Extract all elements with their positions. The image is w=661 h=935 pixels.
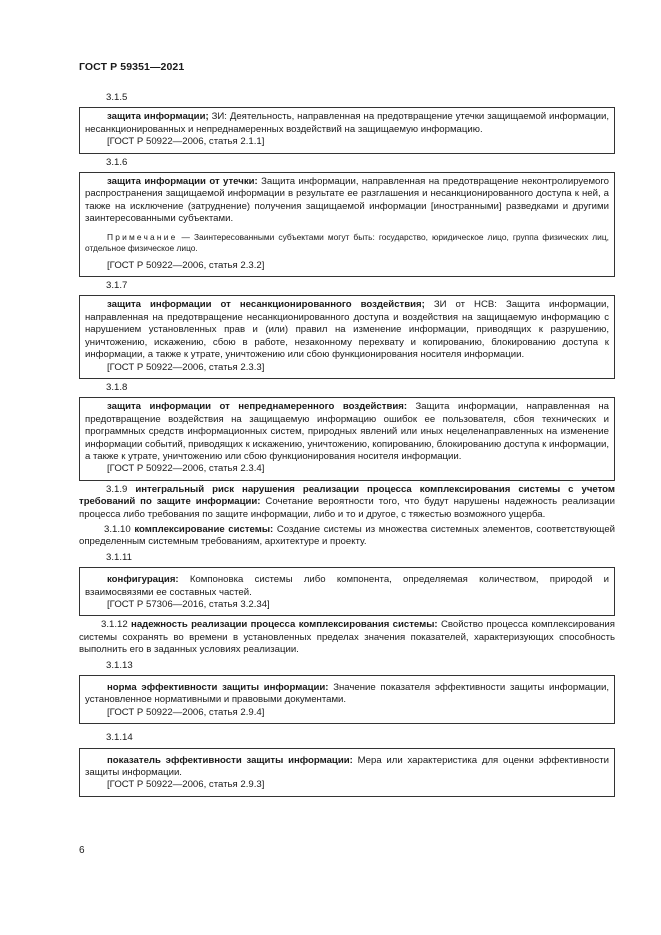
definition-text: Мера или характеристика для оценки эффективности защиты информации. (85, 754, 610, 779)
source-reference: [ГОСТ Р 50922—2006, статья 2.9.4] (107, 706, 265, 718)
definition-text: ЗИ от НСВ: Защита информации, направленная на предотвращение несанкционированного доступа и воздействия на защищаемую информацию с нарушением установленных прав и (или) правил на изменение информации, приводящих к разрушению, уничтожению, искажению, сбою в работе, незаконному перехвату и копированию, блокированию доступа к информации, а также к утрате, уничтожению или сбою функционирования носителя информации. (85, 299, 609, 361)
term: комплексирование системы: (134, 523, 274, 535)
term-paragraph (79, 619, 615, 656)
term: надежность реализации процесса комплексирования системы: (131, 619, 438, 631)
term-definition (85, 401, 609, 463)
term-box (79, 295, 615, 378)
term: интегральный риск нарушения реализации процесса комплексирования системы с учетом требований по защите информации: (79, 483, 615, 508)
entry-number: 3.1.12 (101, 619, 128, 631)
definition-text: Свойство процесса комплексирования системы сохранять во времени в установленных пределах значения показателей, характеризующих способность выполнить его в заданных условиях реализации. (79, 619, 615, 656)
term-paragraph (79, 484, 615, 521)
page-number: 6 (79, 845, 85, 856)
entry-number: 3.1.14 (106, 732, 133, 744)
source-reference: [ГОСТ Р 50922—2006, статья 2.1.1] (107, 136, 265, 148)
definition-text: Создание системы из множества системных элементов, соответствующей определенным системным требованиям, архитектуре и проекту. (79, 523, 616, 548)
term: показатель эффективности защиты информации: (107, 754, 353, 766)
term-paragraph (79, 524, 615, 549)
term: защита информации от утечки: (107, 176, 258, 188)
terms-section (79, 92, 615, 800)
definition-text: ЗИ: Деятельность, направленная на предотвращение утечки защищаемой информации, несанкционированных и непреднамеренных воздействий на защищаемую информацию. (85, 111, 609, 135)
definition-text: Сочетание вероятности того, что будут нарушены надежность реализации процесса либо требования по защите информации, либо и то и другое, с тяжестью возможного ущерба. (79, 496, 615, 520)
definition-text: Защита информации, направленная на предотвращение воздействия на защищаемую информацию ошибок ее пользователя, сбоя технических и программных средств информационных систем, природных явлений или иных нецеленаправленных на изменение информации событий, приводящих к искажению, уничтожению, копированию, блокированию доступа к информации, а также к утрате, уничтожению или сбою функционирования носителя информации. (85, 401, 609, 462)
entry-number: 3.1.5 (106, 92, 128, 103)
definition-text: Защита информации, направленная на предотвращение неконтролируемого распространения защищаемой информации в результате ее разглашения и несанкционированного доступа к ней, а также на исключение (затруднение) получения защищаемой информации [иностранными] разведками и другими заинтересованными субъектами. (85, 176, 609, 225)
term-definition (85, 299, 609, 361)
note (85, 232, 609, 254)
term-definition (85, 176, 609, 226)
source-reference: [ГОСТ Р 57306—2016, статья 3.2.34] (107, 599, 270, 610)
term-definition (85, 682, 609, 707)
term-definition (85, 755, 609, 780)
entry-number: 3.1.6 (106, 156, 128, 168)
note-label: Примечание (107, 231, 178, 242)
term-box (79, 397, 615, 480)
definition-text: Компоновка системы либо компонента, определяемая количеством, природой и взаимосвязями ее составных частей. (85, 574, 609, 598)
entry-number: 3.1.10 (104, 523, 131, 535)
source-reference: [ГОСТ Р 50922—2006, статья 2.3.4] (107, 463, 265, 475)
term: защита информации от несанкционированного воздействия; (107, 299, 425, 311)
term-box (79, 172, 615, 277)
term-box (79, 107, 615, 153)
entry-number: 3.1.9 (106, 483, 128, 495)
document-id: ГОСТ Р 59351—2021 (79, 61, 185, 73)
term: защита информации от непреднамеренного воздействия: (107, 401, 408, 413)
source-reference: [ГОСТ Р 50922—2006, статья 2.9.3] (107, 779, 265, 791)
entry-number: 3.1.7 (106, 280, 128, 292)
entry-number: 3.1.13 (106, 659, 133, 671)
source-reference: [ГОСТ Р 50922—2006, статья 2.3.2] (107, 259, 265, 271)
term-box (79, 675, 615, 724)
term-box (79, 567, 615, 616)
definition-text: Значение показателя эффективности защиты информации, установленное нормативными и правовыми документами. (85, 682, 610, 706)
term: защита информации; (107, 111, 209, 123)
source-reference: [ГОСТ Р 50922—2006, статья 2.3.3] (107, 361, 265, 373)
term-box (79, 748, 615, 797)
term-definition (85, 111, 609, 136)
entry-number: 3.1.8 (106, 381, 128, 393)
note-text: — Заинтересованными субъектами могут быть: государство, юридическое лицо, группа физических лиц, отдельное физическое лицо. (85, 231, 609, 253)
term: конфигурация: (107, 574, 179, 586)
term: норма эффективности защиты информации: (107, 682, 329, 694)
term-definition (85, 574, 609, 599)
entry-number: 3.1.11 (106, 551, 132, 563)
